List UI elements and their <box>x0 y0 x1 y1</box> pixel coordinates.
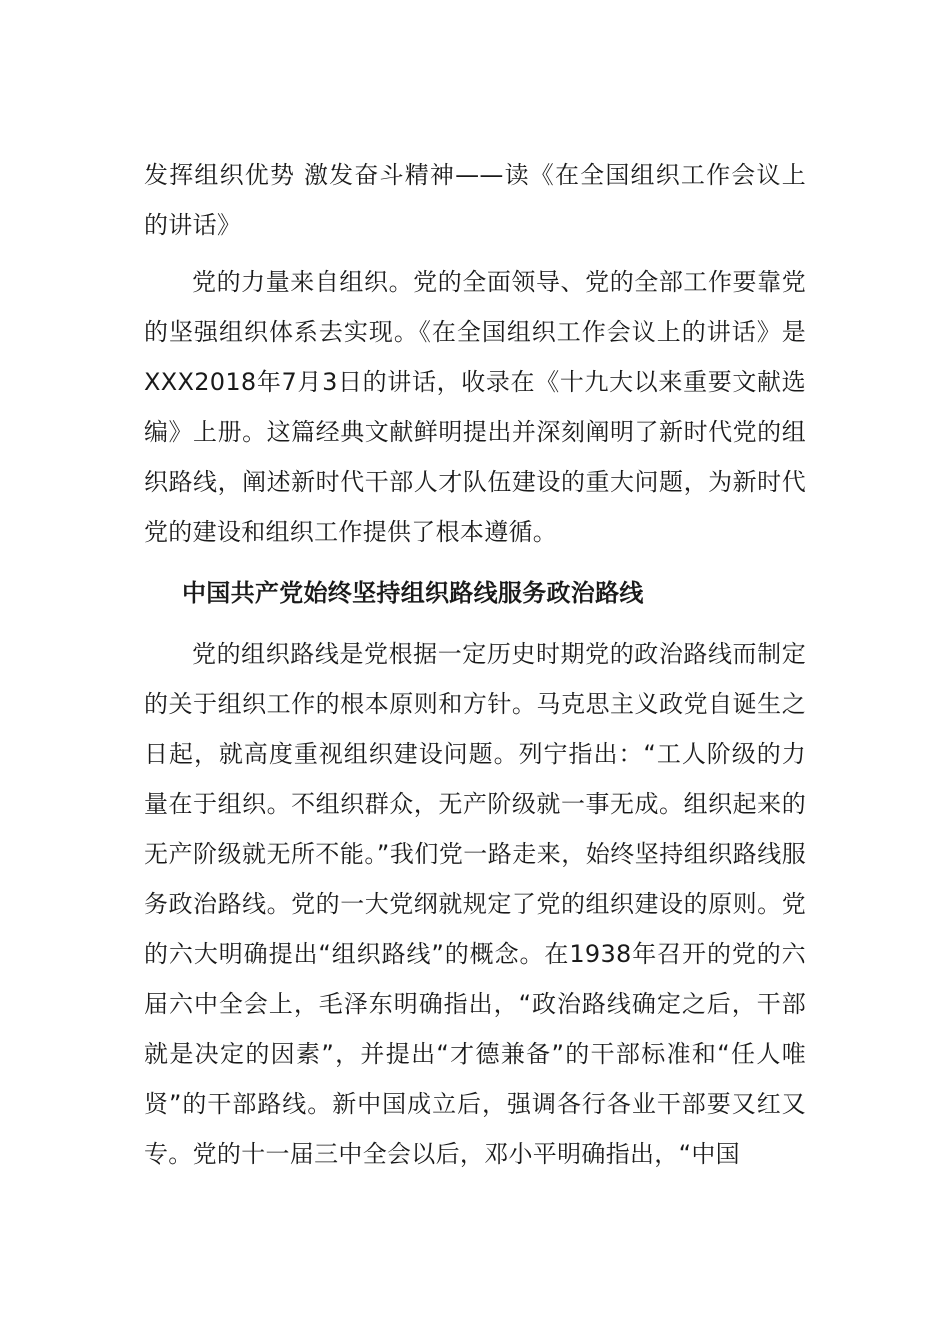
document-title: 发挥组织优势 激发奋斗精神——读《在全国组织工作会议上的讲话》 <box>144 161 806 239</box>
section-heading: 中国共产党始终坚持组织路线服务政治路线 <box>182 579 644 607</box>
document-page <box>144 150 806 1179</box>
paragraph-organization-line: 党的组织路线是党根据一定历史时期党的政治路线而制定的关于组织工作的根本原则和方针。马克思主义政党自诞生之日起，就高度重视组织建设问题。列宁指出：“工人阶级的力量在于组织。不组织群众，无产阶级就一事无成。组织起来的无产阶级就无所不能。”我们党一路走来，始终坚持组织路线服务政治路线。党的一大党纲就规定了党的组织建设的原则。党的六大明确提出“组织路线”的概念。在1938年召开的党的六届六中全会上，毛泽东明确指出，“政治路线确定之后，干部就是决定的因素”，并提出“才德兼备”的干部标准和“任人唯贤”的干部路线。新中国成立后，强调各行各业干部要又红又专。党的十一届三中全会以后，邓小平明确指出，“中国 <box>144 640 806 1168</box>
paragraph-intro: 党的力量来自组织。党的全面领导、党的全部工作要靠党的坚强组织体系去实现。《在全国组织工作会议上的讲话》是XXX2018年7月3日的讲话，收录在《十九大以来重要文献选编》上册。这篇经典文献鲜明提出并深刻阐明了新时代党的组织路线，阐述新时代干部人才队伍建设的重大问题，为新时代党的建设和组织工作提供了根本遵循。 <box>144 268 806 546</box>
